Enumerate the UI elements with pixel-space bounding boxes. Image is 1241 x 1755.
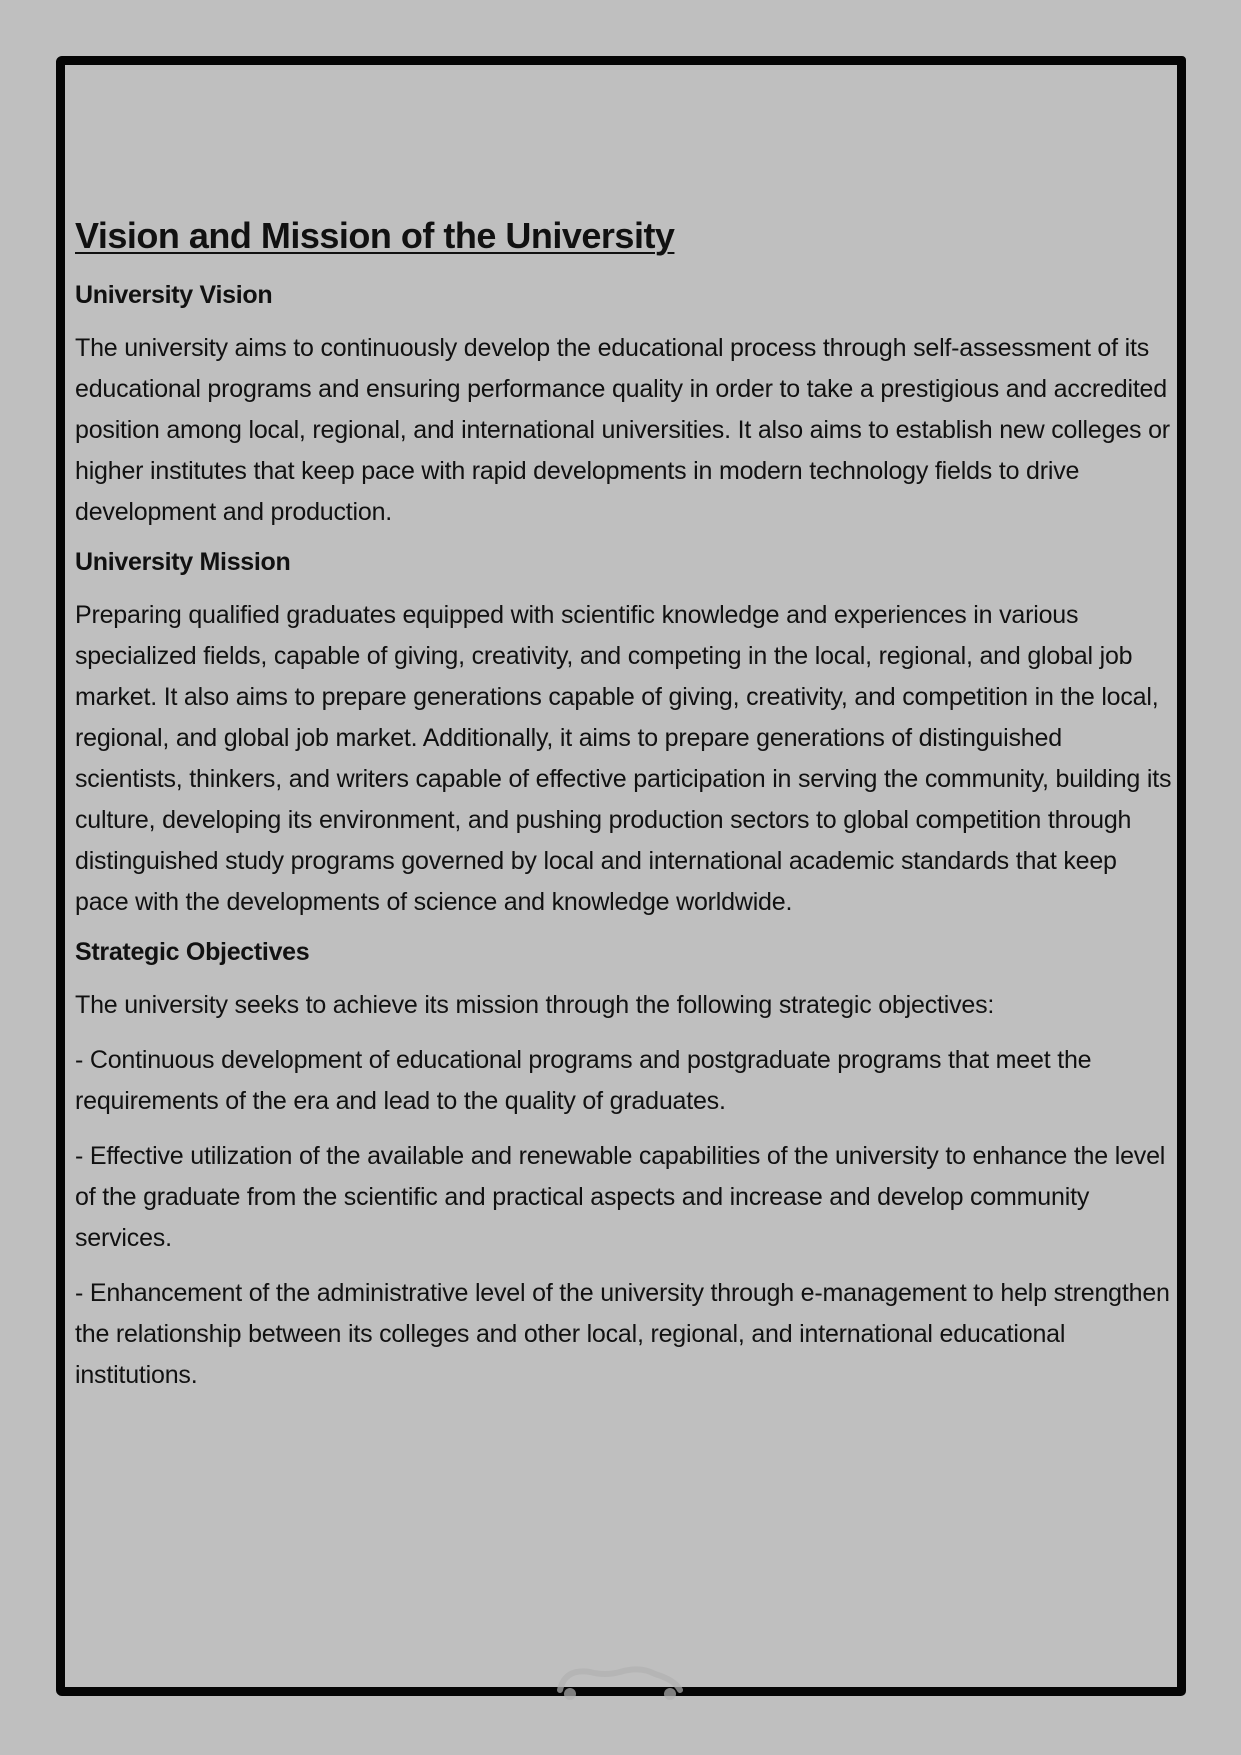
section-strategic-objectives: [75, 937, 1175, 1396]
section-university-mission: [75, 547, 1175, 923]
objectives-intro: The university seeks to achieve its mission through the following strategic objectives:: [75, 990, 995, 1019]
objective-item: - Continuous development of educational programs and postgraduate programs that meet the requirements of the era and lead to the quality of graduates.: [75, 1045, 1092, 1115]
page-title: Vision and Mission of the University: [75, 215, 675, 256]
mission-paragraph: Preparing qualified graduates equipped with scientific knowledge and experiences in various specialized fields, capable of giving, creativity, and competing in the local, regional, and global job market. It also aims to prepare generations capable of giving, creativity, and competition in the local, regional, and global job market. Additionally, it aims to prepare generations of distinguished scientists, thinkers, and writers capable of effective participation in serving the community, building its culture, developing its environment, and pushing production sectors to global competition through distinguished study programs governed by local and international academic standards that keep pace with the developments of science and knowledge worldwide.: [75, 600, 1172, 916]
objective-item: - Enhancement of the administrative level of the university through e-management to help strengthen the relationship between its colleges and other local, regional, and international educational institutions.: [75, 1278, 1170, 1389]
section-heading: University Vision: [75, 280, 273, 309]
objective-item: - Effective utilization of the available and renewable capabilities of the university to enhance the level of the graduate from the scientific and practical aspects and increase and develop community services.: [75, 1141, 1166, 1252]
section-heading: Strategic Objectives: [75, 937, 310, 966]
vision-paragraph: The university aims to continuously develop the educational process through self-assessment of its educational programs and ensuring performance quality in order to take a prestigious and accredited position among local, regional, and international universities. It also aims to establish new colleges or higher institutes that keep pace with rapid developments in modern technology fields to drive development and production.: [75, 333, 1170, 526]
section-heading: University Mission: [75, 547, 291, 576]
document-body: [75, 216, 1175, 1410]
section-university-vision: [75, 280, 1175, 533]
